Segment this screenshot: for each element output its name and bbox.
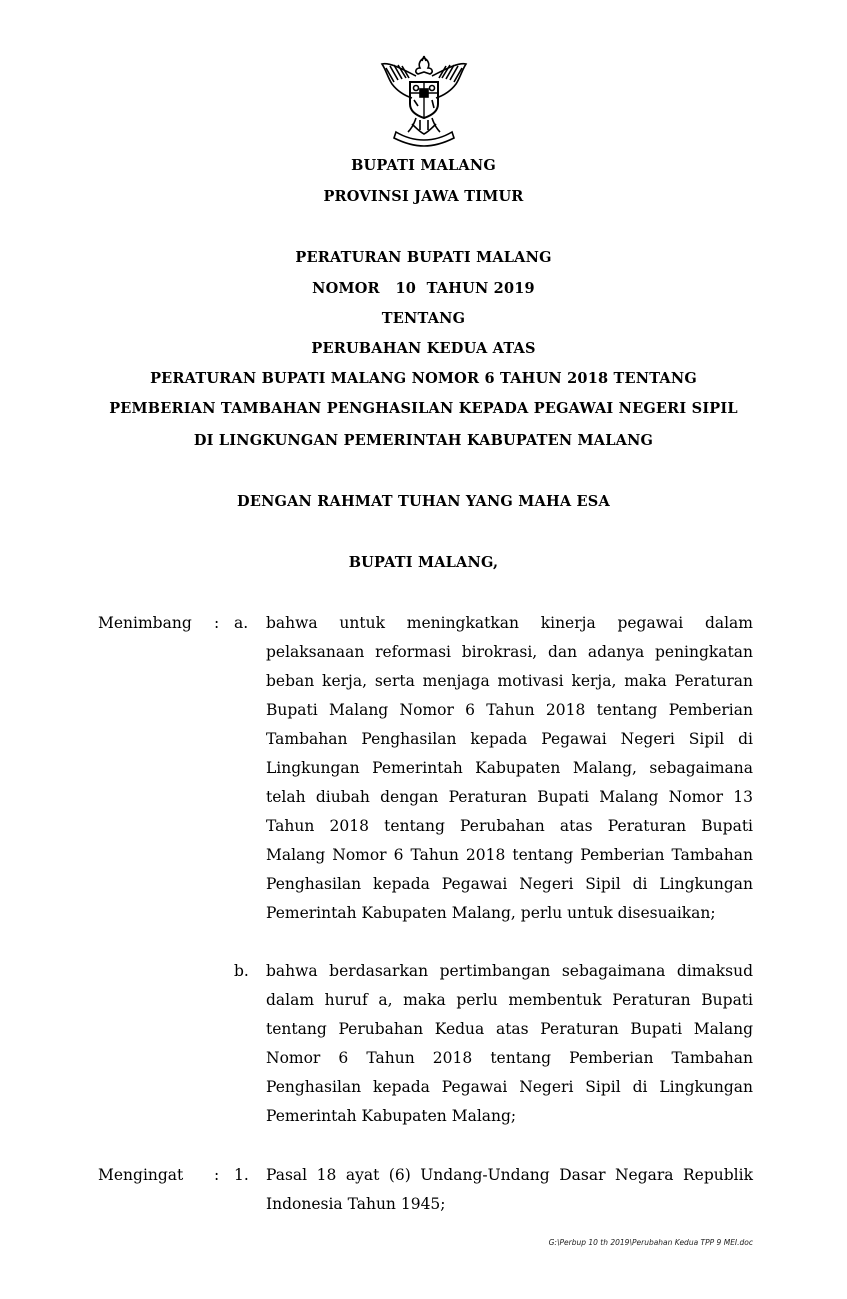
official-heading: BUPATI MALANG,: [348, 554, 499, 571]
regulation-about: TENTANG: [381, 310, 466, 327]
consideration-marker: b.: [234, 962, 249, 980]
issuer-title: BUPATI MALANG: [351, 157, 496, 174]
garuda-pancasila-emblem-icon: [376, 52, 472, 148]
regulation-subject-2: PERATURAN BUPATI MALANG NOMOR 6 TAHUN 2018 TENTANG: [150, 370, 697, 387]
legal-basis-marker: 1.: [234, 1166, 249, 1184]
legal-basis-1-text: Pasal 18 ayat (6) Undang-Undang Dasar Negara Republik Indonesia Tahun 1945;: [266, 1166, 753, 1213]
consideration-b-text: bahwa berdasarkan pertimbangan sebagaimana dimaksud dalam huruf a, maka perlu membentuk Peraturan Bupati tentang Perubahan Kedua atas Peraturan Bupati Malang Nomor 6 Tahun 2018 tentang Pemberian Tambahan Penghasilan kepada Pegawai Negeri Sipil di Lingkungan Pemerintah Kabupaten Malang;: [266, 962, 753, 1125]
regulation-title: PERATURAN BUPATI MALANG: [295, 249, 552, 266]
file-path-footer: G:\Perbup 10 th 2019\Perubahan Kedua TPP 9 MEI.doc: [548, 1238, 753, 1247]
grace-clause: DENGAN RAHMAT TUHAN YANG MAHA ESA: [237, 493, 610, 510]
mengingat-label: Mengingat: [98, 1166, 184, 1184]
consideration-a-text: bahwa untuk meningkatkan kinerja pegawai dalam pelaksanaan reformasi birokrasi, dan adanya peningkatan beban kerja, serta menjaga motivasi kerja, maka Peraturan Bupati Malang Nomor 6 Tahun 2018 tentang Pemberian Tambahan Penghasilan kepada Pegawai Negeri Sipil di Lingkungan Pemerintah Kabupaten Malang, sebagaimana telah diubah dengan Peraturan Bupati Malang Nomor 13 Tahun 2018 tentang Perubahan atas Peraturan Bupati Malang Nomor 6 Tahun 2018 tentang Pemberian Tambahan Penghasilan kepada Pegawai Negeri Sipil di Lingkungan Pemerintah Kabupaten Malang, perlu untuk disesuaikan;: [266, 614, 753, 922]
issuer-province: PROVINSI JAWA TIMUR: [323, 188, 524, 205]
menimbang-label: Menimbang: [98, 614, 192, 632]
regulation-number: NOMOR 10 TAHUN 2019: [312, 280, 535, 297]
regulation-subject-1: PERUBAHAN KEDUA ATAS: [311, 340, 536, 357]
mengingat-colon: :: [214, 1166, 220, 1184]
menimbang-colon: :: [214, 614, 220, 632]
regulation-subject-4: DI LINGKUNGAN PEMERINTAH KABUPATEN MALANG: [193, 432, 654, 449]
regulation-subject-3: PEMBERIAN TAMBAHAN PENGHASILAN KEPADA PEGAWAI NEGERI SIPIL: [109, 400, 738, 417]
consideration-marker: a.: [234, 614, 249, 632]
